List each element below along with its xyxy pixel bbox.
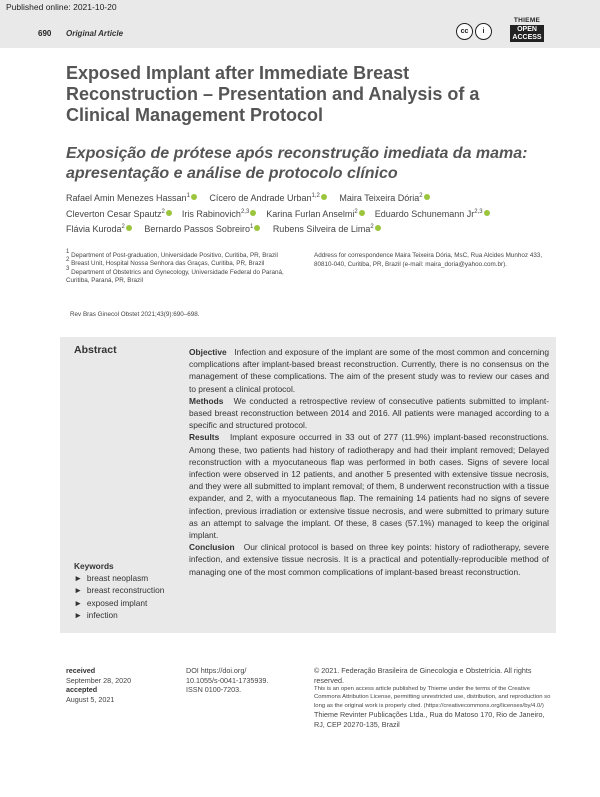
article-dates (66, 666, 176, 704)
keyword-item: ► breast neoplasm (74, 573, 149, 584)
affiliation-2: $^2$ Breast Unit, Hospital Nossa Senhora das Graças, Curitiba, PR, Brazil (66, 257, 265, 268)
orcid-icon[interactable] (321, 194, 327, 200)
affiliations (66, 249, 304, 285)
published-date: Published online: 2021-10-20 (6, 2, 117, 12)
doi-number[interactable]: 10.1055/s-0041-1735939. (186, 675, 269, 685)
attribution-icon: i (475, 23, 492, 40)
orcid-icon[interactable] (250, 210, 256, 216)
page-number: 690 (38, 29, 52, 38)
publisher-address: Thieme Revinter Publicações Ltda., Rua do Matoso 170, Rio de Janeiro, RJ, CEP 20270-135, Brazil (314, 710, 545, 729)
orcid-icon[interactable] (375, 225, 381, 231)
copyright-info (314, 666, 554, 729)
abstract-objective: Objective Infection and exposure of the implant are some of the most common and concerning complications after implant-based breast reconstruction. Currently, there is no consensus on the management of these complications. The aim of the present study was to review our cases and to present a clinical protocol. (189, 347, 549, 394)
correspondence-address: Address for correspondence Maira Teixeira Dória, MsC, Rua Alcides Munhoz 433, 80810-040, Curitiba, PR, Brazil (e-mail: maira_doria@yahoo.com.br). (314, 252, 543, 268)
orcid-icon[interactable] (254, 225, 260, 231)
copyright: © 2021. Federação Brasileira de Ginecologia e Obstetrícia. All rights reserved. (314, 666, 532, 685)
abstract-conclusion: Conclusion Our clinical protocol is based on three key points: history of radiotherapy, severe infection, and extensive tissue necrosis. It is a practical and potentially-reproducible method of managing one of the most common complications of implant-based breast reconstruction. (189, 542, 549, 577)
received-date: September 28, 2020 (66, 675, 132, 685)
issn: ISSN 0100-7203. (186, 685, 242, 694)
author-1: Rafael Amin Menezes Hassan$^1$ (66, 193, 197, 203)
author-2: Cícero de Andrade Urban$^{1,2}$ (209, 193, 326, 203)
author-9: Bernardo Passos Sobreiro$^1$ (144, 224, 260, 234)
accepted-label: accepted (66, 685, 98, 694)
author-4: Cleverton Cesar Spautz$^2$ (66, 209, 172, 219)
accepted-date: August 5, 2021 (66, 694, 115, 704)
keywords (74, 560, 184, 621)
thieme-open-access-logo (510, 17, 544, 45)
author-list (66, 191, 546, 238)
keyword-item: ► exposed implant (74, 597, 148, 608)
logo-line-open: OPEN (517, 26, 537, 33)
orcid-icon[interactable] (484, 210, 490, 216)
orcid-icon[interactable] (424, 194, 430, 200)
orcid-icon[interactable] (359, 210, 365, 216)
article-title: Exposed Implant after Immediate Breast Reconstruction – Presentation and Analysis of a Clinical Management Protocol (66, 63, 480, 125)
author-10: Rubens Silveira de Lima$^2$ (273, 224, 381, 234)
author-6: Karina Furlan Anselmi$^2$ (266, 209, 364, 219)
keyword-item: ► breast reconstruction (74, 585, 165, 596)
journal-citation: Rev Bras Ginecol Obstet 2021;43(9):690–698. (70, 311, 200, 318)
orcid-icon[interactable] (166, 210, 172, 216)
creative-commons-icon: cc (456, 23, 473, 40)
abstract-heading: Abstract (74, 344, 117, 356)
author-5: Iris Rabinovich$^{2,3}$ (182, 209, 256, 219)
logo-brand: THIEME (513, 17, 541, 24)
doi-link[interactable]: DOI https://doi.org/ (186, 666, 247, 675)
abstract-results: Results Implant exposure occurred in 33 out of 277 (11.9%) implant-based reconstructions. Among these, two patients had history of radiotherapy and had their implant removed; Delayed reconstruction with a myocutaneous flap was performed in both cases. Signs of severe local infection were observed in 12 patients, and another 5 presented with extensive tissue necrosis, and they were all submitted to implant removal; of them, 8 underwent reconstruction with a tissue expander, and 2, with a myocutaneous flap. The remaining 14 patients had no signs of severe infection, previous irradiation or extensive tissue necrosis, and were submitted to primary suture as an attempt to salvage the implant. Of these, 8 cases (57.1%) managed to keep the original implant. (189, 432, 549, 541)
doi-info (186, 666, 304, 695)
abstract-body (189, 346, 549, 578)
keyword-item: ► infection (74, 609, 118, 620)
orcid-icon[interactable] (191, 194, 197, 200)
author-3: Maira Teixeira Dória$^2$ (339, 193, 429, 203)
author-8: Flávia Kuroda$^2$ (66, 224, 132, 234)
article-title-portuguese: Exposição de prótese após reconstrução imediata da mama: apresentação e análise de protocolo clínico (66, 145, 528, 182)
abstract-methods: Methods We conducted a retrospective review of consecutive patients submitted to implant-based breast reconstruction between 2014 and 2016. All patients were managed according to a specific and structured protocol. (189, 395, 549, 431)
logo-line-access: ACCESS (512, 33, 542, 41)
affiliation-1: $^1$ Department of Post-graduation, Universidade Positivo, Curitiba, PR, Brazil (66, 249, 278, 259)
keywords-heading: Keywords (74, 561, 114, 571)
license-text: This is an open access article published by Thieme under the terms of the Creative Commons Attribution License, permitting unrestricted use, distribution, and reproduction so long as the original work is properly cited. (https://creativecommons.org/licenses/by/4.0/) (314, 686, 551, 709)
orcid-icon[interactable] (126, 225, 132, 231)
affiliation-3: $^3$ Department of Obstetrics and Gynecology, Universidade Federal do Paraná, Curitiba, Paraná, PR, Brazil (66, 265, 284, 284)
author-7: Eduardo Schunemann Jr$^{2,3}$ (375, 209, 490, 219)
received-label: received (66, 666, 96, 675)
section-label: Original Article (66, 29, 124, 38)
